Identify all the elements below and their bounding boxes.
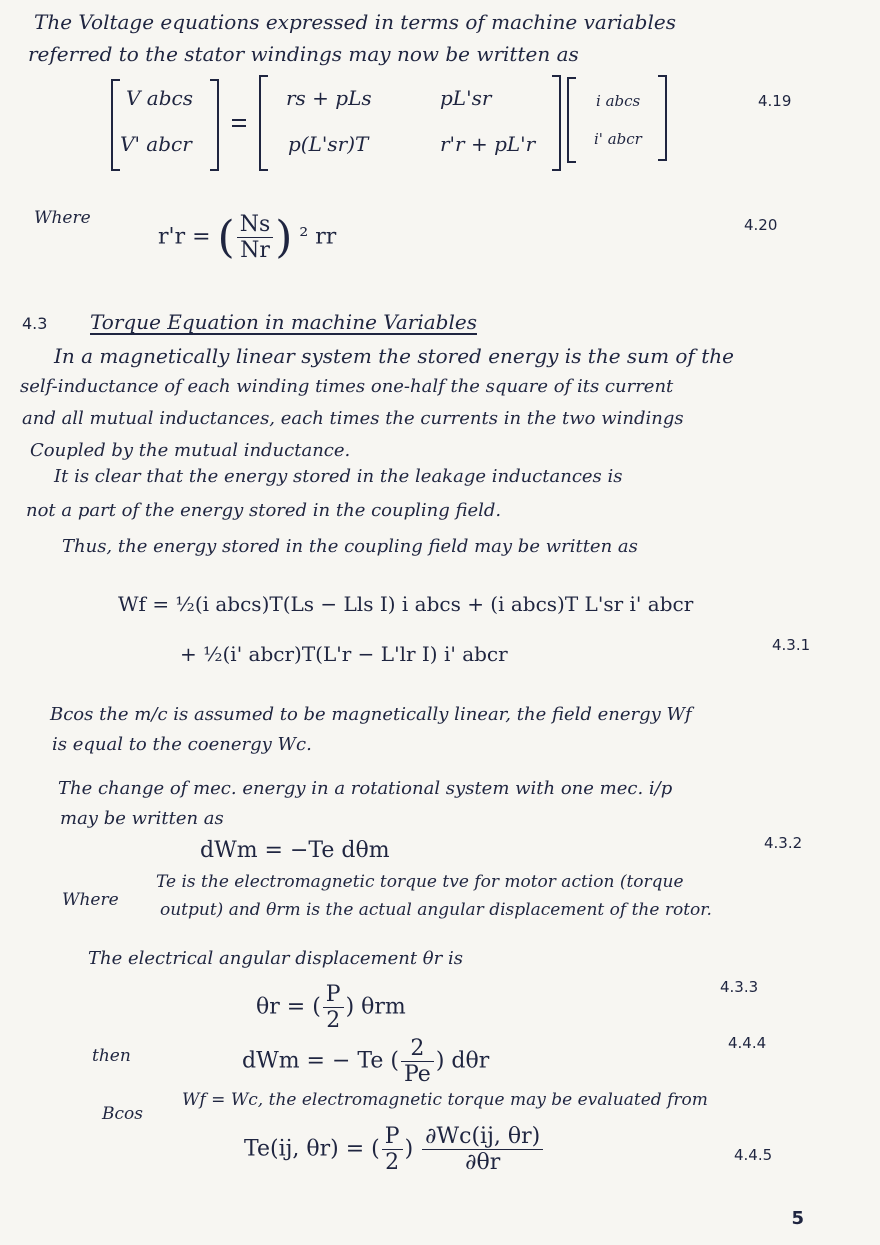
para1-line-3: and all mutual inductances, each times the currents in the two windings [22,408,684,429]
eq445-number: 4.4.5 [734,1146,773,1164]
eq419-m12: pL'sr [440,86,492,110]
eq444-frac-top: 2 [401,1036,434,1062]
eq433-rest: θrm [361,994,406,1020]
eq445-deriv-bottom: ∂θr [465,1150,501,1175]
eq433-expression: θr = ( $\frac{P}{2}$ ) θrm [256,982,406,1033]
para1-line-1: In a magnetically linear system the stored energy is the sum of the [54,344,734,368]
eq433-lhs: θr = [256,994,306,1020]
eq433-frac-bottom: 2 [326,1008,341,1033]
eq420-rest: ² rr [299,224,337,250]
para4-line-1: Bcos the m/c is assumed to be magnetically linear, the field energy Wf [50,704,692,725]
para1-line-2: self-inductance of each winding times one-half the square of its current [20,376,674,397]
eq420-number: 4.20 [744,216,778,234]
eq445-intro: Wf = Wc, the electromagnetic torque may be evaluated from [182,1090,708,1110]
eq433-frac-top: P [323,982,344,1008]
eq431-line-2: + ½(i' abcr)T(L'r − L'lr I) i' abcr [180,642,508,666]
page-number: 5 [791,1208,804,1229]
eq431-line-1: Wf = ½(i abcs)T(Ls − Lls I) i abcs + (i abcs)T L'sr i' abcr [118,592,694,616]
eq445-lhs: Te(ij, θr) = [244,1136,365,1162]
para6-line-2: output) and θrm is the actual angular displacement of the rotor. [160,900,712,920]
section-title: Torque Equation in machine Variables [90,310,477,334]
eq419-number: 4.19 [758,92,792,110]
eq420-where: Where [34,208,91,228]
para7-line-1: The electrical angular displacement θr is [88,948,463,969]
eq444-number: 4.4.4 [728,1034,767,1052]
eq419-rhs-top: i abcs [596,92,641,110]
para1-line-4: Coupled by the mutual inductance. [30,440,351,461]
eq432-expression: dWm = −Te dθm [200,838,390,863]
eq432-number: 4.3.2 [764,834,803,852]
eq419-rhs-bottom: i' abcr [594,130,642,148]
eq445-frac-bottom: 2 [385,1150,400,1175]
section-number: 4.3 [22,314,48,333]
eq444-lhs: dWm = − Te [242,1048,384,1074]
eq419-m21: p(L'sr)T [288,132,369,156]
para2-line-1: It is clear that the energy stored in the leakage inductances is [54,466,623,487]
eq444-frac-bottom: Pe [403,1062,431,1087]
eq445-expression: Te(ij, θr) = ( $\frac{P}{2}$ ) $\frac{\partial Wc(ij, \theta r)}{\partial\theta r}$ [244,1124,545,1175]
intro-line-2: referred to the stator windings may now be written as [28,42,579,66]
eq431-number: 4.3.1 [772,636,811,654]
eq444-expression: dWm = − Te ( $\frac{2}{Pe}$ ) dθr [242,1036,490,1087]
eq444-rest: dθr [451,1048,490,1074]
eq420-frac-top: Ns [237,212,274,238]
eq445-frac-top: P [382,1124,403,1150]
para3-line-1: Thus, the energy stored in the coupling field may be written as [62,536,638,557]
eq419-m11: rs + pLs [286,86,372,110]
para5-line-2: may be written as [60,808,224,829]
eq420-lhs: r'r = [158,224,211,250]
para2-line-2: not a part of the energy stored in the coupling field. [26,500,502,521]
eq433-number: 4.3.3 [720,978,759,996]
eq444-then: then [92,1046,131,1066]
eq445-bcos: Bcos [102,1104,143,1124]
para6-where: Where [62,890,119,910]
eq419-m22: r'r + pL'r [440,132,536,156]
para4-line-2: is equal to the coenergy Wc. [52,734,312,755]
para5-line-1: The change of mec. energy in a rotational system with one mec. i/p [58,778,673,799]
eq420-frac-bottom: Nr [240,238,270,263]
eq445-deriv-top: ∂Wc(ij, θr) [422,1124,543,1150]
eq420-expression: r'r = ( $\frac{Ns}{Nr}$ ) ² rr [158,212,337,263]
intro-line-1: The Voltage equations expressed in terms of machine variables [34,10,676,34]
eq419-lhs-bottom: V' abcr [120,132,192,156]
para6-line-1: Te is the electromagnetic torque tve for motor action (torque [156,872,684,892]
eq419-lhs-top: V abcs [126,86,193,110]
